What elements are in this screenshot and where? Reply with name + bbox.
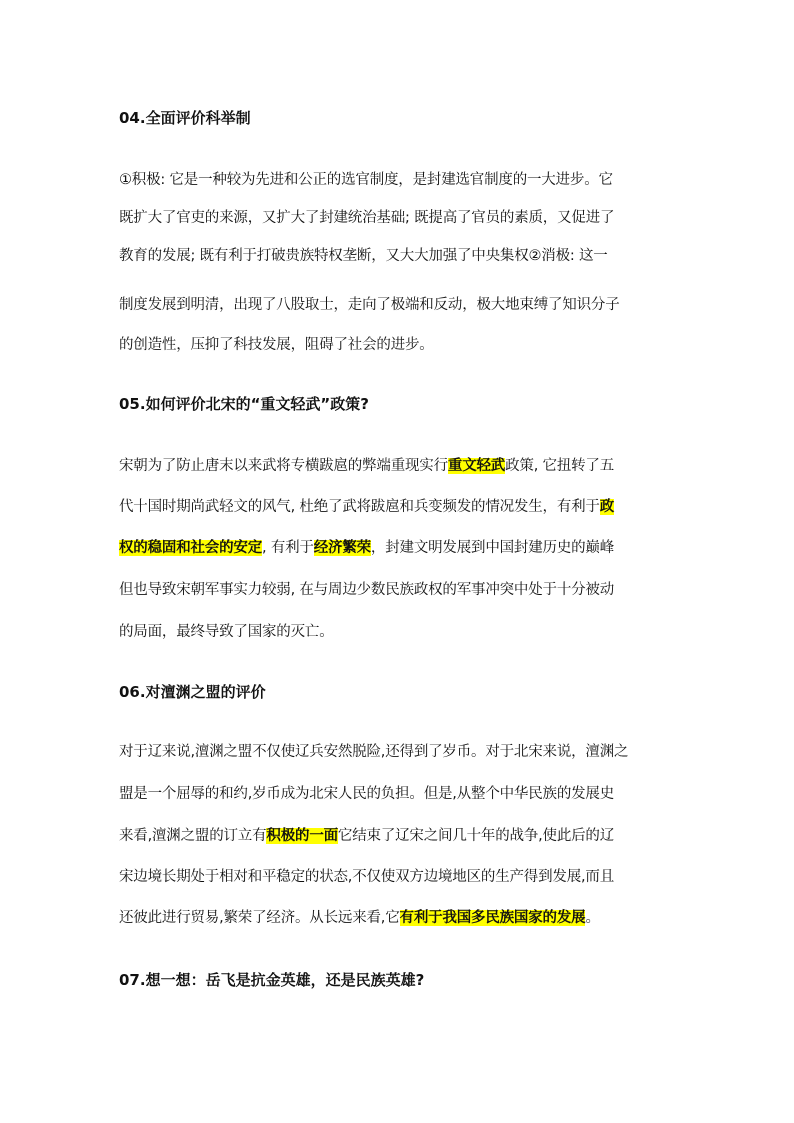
text-run: , 有利于 [262,540,314,556]
text-run: 宋朝为了防止唐末以来武将专横跋扈的弊端重现实行 [119,458,448,474]
text-line [119,742,628,762]
text-run: 的局面，最终导致了国家的灭亡。 [119,624,334,640]
text-line [119,170,613,190]
text-run: 它结束了辽宋之间几十年的战争,使此后的辽 [337,828,615,844]
section-heading-05: 05.如何评价北宋的“重文轻武”政策? [119,395,369,413]
text-run: ，封建文明发展到中国封建历史的巅峰 [370,540,615,556]
text-line [119,456,614,476]
text-line [119,826,614,846]
text-run: 盟是一个屈辱的和约,岁币成为北宋人民的负担。但是,从整个中华民族的发展史 [119,786,615,802]
highlighted-text: 重文轻武 [447,458,506,474]
highlighted-text: 经济繁荣 [313,540,371,556]
text-run: 宋边境长期处于相对和平稳定的状态,不仅使双方边境地区的生产得到发展,而且 [119,869,615,885]
text-run: 既扩大了官吏的来源，又扩大了封建统治基础; 既提高了官员的素质，又促进了 [119,210,615,226]
highlighted-text: 权的稳固和社会的安定 [119,540,262,556]
text-line [119,246,608,266]
highlighted-text: 有利于我国多民族国家的发展 [399,910,586,926]
text-run: 来看,澶渊之盟的订立有 [119,828,267,844]
text-run: 制度发展到明清，出现了八股取士，走向了极端和反动，极大地束缚了知识分子 [119,297,620,313]
text-line [119,497,614,517]
text-line [119,295,620,315]
text-run: 代十国时期尚武轻文的风气, 杜绝了武将跋扈和兵变频发的情况发生，有利于 [119,499,600,515]
highlighted-text: 政 [599,499,615,515]
section-heading-06: 06.对澶渊之盟的评价 [119,683,266,701]
text-run: 对于辽来说,澶渊之盟不仅使辽兵安然脱险,还得到了岁币。对于北宋来说，澶渊之 [119,744,629,760]
text-run: 还彼此进行贸易,繁荣了经济。从长远来看,它 [119,910,400,926]
text-run: 教育的发展; 既有利于打破贵族特权垄断，又大大加强了中央集权②消极: 这一 [119,248,608,264]
text-run: 政策, 它扭转了五 [505,458,615,474]
highlighted-text: 积极的一面 [266,828,338,844]
text-line [119,335,434,355]
text-line [119,784,614,804]
text-line [119,867,614,887]
text-run: ①积极: 它是一种较为先进和公正的选官制度，是封建选官制度的一大进步。它 [119,172,613,188]
text-line [119,908,600,928]
text-line [119,580,614,600]
text-line [119,622,334,642]
text-run: 的创造性，压抑了科技发展，阻碍了社会的进步。 [119,337,434,353]
text-run: 但也导致宋朝军事实力较弱, 在与周边少数民族政权的军事冲突中处于十分被动 [119,582,615,598]
text-line [119,538,614,558]
section-heading-07: 07.想一想：岳飞是抗金英雄，还是民族英雄? [119,971,425,989]
section-heading-04: 04.全面评价科举制 [119,109,251,127]
text-run: 。 [585,910,600,926]
text-line [119,208,614,228]
